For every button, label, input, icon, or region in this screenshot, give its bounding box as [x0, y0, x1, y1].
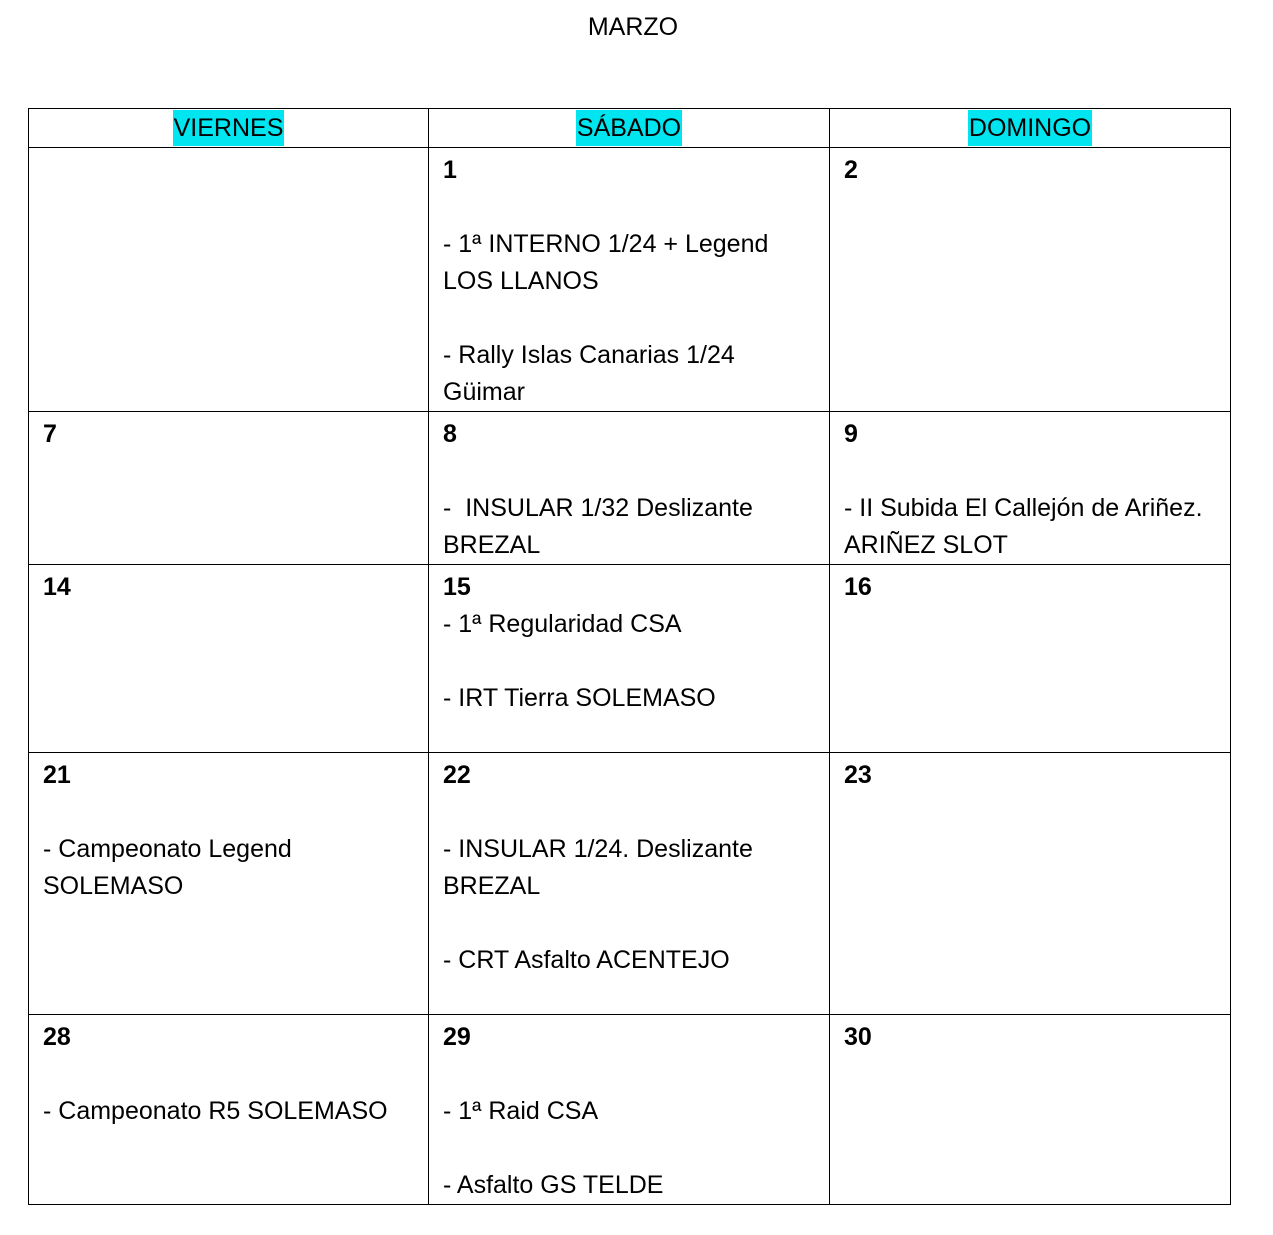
day-cell	[29, 753, 429, 1015]
event-item: - Campeonato Legend SOLEMASO	[43, 835, 292, 900]
weekday-header-row	[29, 109, 1231, 148]
day-cell	[29, 412, 429, 565]
event-item: - Rally Islas Canarias 1/24 Güimar	[443, 341, 735, 406]
day-cell	[429, 412, 830, 565]
day-number: 15	[443, 573, 471, 601]
weekday-label: VIERNES	[173, 110, 285, 146]
day-number: 7	[43, 420, 57, 448]
day-cell	[830, 565, 1231, 753]
week-row	[29, 1015, 1231, 1205]
event-item: - Campeonato R5 SOLEMASO	[43, 1097, 388, 1125]
event-item: - II Subida El Callejón de Ariñez. ARIÑEZ SLOT	[844, 494, 1203, 559]
event-item: - INSULAR 1/32 Deslizante BREZAL	[443, 494, 760, 559]
day-number: 2	[844, 156, 858, 184]
event-item: - CRT Asfalto ACENTEJO	[443, 946, 730, 974]
day-cell	[429, 148, 830, 412]
day-cell	[830, 1015, 1231, 1205]
day-number: 28	[43, 1023, 71, 1051]
week-row	[29, 565, 1231, 753]
day-number: 23	[844, 761, 872, 789]
event-item: - 1ª Regularidad CSA	[443, 610, 682, 638]
calendar-table	[28, 108, 1231, 1205]
header-saturday	[429, 109, 830, 148]
day-number: 9	[844, 420, 858, 448]
day-cell	[830, 148, 1231, 412]
header-friday	[29, 109, 429, 148]
event-item: - 1ª INTERNO 1/24 + Legend LOS LLANOS	[443, 230, 769, 295]
day-number: 30	[844, 1023, 872, 1051]
day-cell	[830, 753, 1231, 1015]
page-title: MARZO	[587, 13, 679, 41]
day-cell	[29, 1015, 429, 1205]
week-row	[29, 412, 1231, 565]
day-number: 21	[43, 761, 71, 789]
day-cell	[429, 753, 830, 1015]
day-number: 16	[844, 573, 872, 601]
event-item: - 1ª Raid CSA	[443, 1097, 599, 1125]
day-number: 8	[443, 420, 457, 448]
header-sunday	[830, 109, 1231, 148]
day-cell	[429, 565, 830, 753]
weekday-label: SÁBADO	[576, 110, 682, 146]
day-number: 1	[443, 156, 457, 184]
day-number: 29	[443, 1023, 471, 1051]
weekday-label: DOMINGO	[968, 110, 1092, 146]
day-cell	[429, 1015, 830, 1205]
event-item: - INSULAR 1/24. Deslizante BREZAL	[443, 835, 753, 900]
day-cell	[29, 565, 429, 753]
day-cell	[830, 412, 1231, 565]
day-number: 22	[443, 761, 471, 789]
day-number: 14	[43, 573, 71, 601]
week-row	[29, 148, 1231, 412]
event-item: - IRT Tierra SOLEMASO	[443, 684, 716, 712]
day-number	[43, 152, 414, 189]
week-row	[29, 753, 1231, 1015]
event-item: - Asfalto GS TELDE	[443, 1171, 664, 1199]
day-cell	[29, 148, 429, 412]
